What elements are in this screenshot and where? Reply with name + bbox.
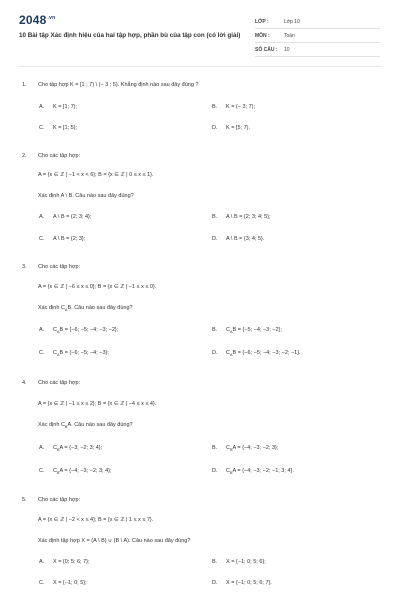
meta-row-subject xyxy=(255,29,380,43)
question-stem: Cho các tập hợp: xyxy=(38,264,81,270)
site-logo[interactable]: $2048^{.vn}$ xyxy=(19,13,56,27)
option-d[interactable] xyxy=(212,468,294,475)
option-letter: C. xyxy=(39,468,45,474)
option-letter: C. xyxy=(39,125,45,131)
option-d[interactable] xyxy=(212,125,250,131)
option-text: K = [1; 7); xyxy=(53,104,77,110)
option-d[interactable] xyxy=(212,350,301,357)
option-text: X = {0; 5; 6; 7}; xyxy=(53,559,90,565)
option-letter: D. xyxy=(212,468,218,474)
option-text: $C_BA = \{-4$; −3; −2; −1; 3; 4}. xyxy=(226,468,294,476)
question-stem: Cho các tập hợp: xyxy=(38,153,81,159)
page-title: 10 Bài tập Xác định hiệu của hai tập hợp, phần bù của tập con (có lời giải) xyxy=(19,32,241,39)
question-number: 4. xyxy=(22,380,27,386)
option-text: $C_BA = \{-4$; −3; −2; 3}; xyxy=(226,445,279,453)
option-a[interactable] xyxy=(39,104,77,110)
option-text: X = {−1; 0; 5}; xyxy=(53,580,87,586)
option-a[interactable] xyxy=(39,327,118,334)
question-stem: A = {x ∈ ℤ | −1 < x < 6}; B = {x ∈ ℤ | 0 ≤ x ≤ 1}. xyxy=(38,172,154,178)
option-text: K = [5; 7). xyxy=(226,125,250,131)
question-stem: Xác định A \ B. Câu nào sau đây đúng? xyxy=(38,193,134,199)
option-text: $C_AB = \{-5$; −4; −3; −2}; xyxy=(226,327,282,335)
option-text: A \ B = {2; 3; 4}; xyxy=(53,214,92,220)
question-number: 2. xyxy=(22,153,27,159)
question-number: 5. xyxy=(22,497,27,503)
option-b[interactable] xyxy=(212,214,271,220)
option-b[interactable] xyxy=(212,104,255,110)
question-stem: A = {x ∈ ℤ | −6 ≤ x ≤ 0}; B = {x ∈ ℤ | −1 ≤ x ≤ 0}. xyxy=(38,284,157,290)
question-stem: A = {x ∈ ℤ | −2 < x ≤ 4}; B = {x ∈ ℤ | 1 ≤ x ≤ 7}. xyxy=(38,517,154,523)
option-c[interactable] xyxy=(39,125,77,131)
meta-row-count xyxy=(255,43,380,57)
meta-table xyxy=(255,15,380,57)
option-letter: A. xyxy=(39,445,45,451)
option-b[interactable] xyxy=(212,445,278,452)
option-text: $C_AB = \{-6$; −5; −4; −3; −2}; xyxy=(53,327,119,335)
meta-label: LỚP : xyxy=(255,18,269,25)
option-letter: B. xyxy=(212,214,218,220)
option-text: X = {−1; 0; 5; 6; 7}. xyxy=(226,580,272,586)
question-stem: Xác định tập hợp X = (A \ B) ∪ (B \ A). Câu nào sau đây đúng? xyxy=(38,538,191,544)
option-letter: C. xyxy=(39,236,45,242)
option-text: $C_AB = \{-6$; −5; −4; −3; −2; −1}. xyxy=(226,350,301,358)
option-a[interactable] xyxy=(39,559,90,565)
option-letter: A. xyxy=(39,327,45,333)
question-stem: Xác định $C_AB$. Câu nào sau đây đúng? xyxy=(38,305,133,313)
option-text: K = (− 3; 7); xyxy=(226,104,256,110)
question-stem: A = {x ∈ ℤ | −1 ≤ x ≤ 2}; B = {x ∈ ℤ | −4 ≤ x ≤ 4}. xyxy=(38,401,157,407)
option-letter: D. xyxy=(212,125,218,131)
option-letter: A. xyxy=(39,559,45,565)
option-text: X = {−1; 0; 5; 6}; xyxy=(226,559,266,565)
option-letter: B. xyxy=(212,559,218,565)
page-header xyxy=(0,0,400,66)
option-letter: B. xyxy=(212,327,218,333)
meta-value: Lớp 10 xyxy=(284,18,300,25)
option-c[interactable] xyxy=(39,468,112,475)
option-letter: D. xyxy=(212,350,218,356)
header-divider xyxy=(19,66,381,67)
meta-label: MÔN : xyxy=(255,32,270,39)
meta-row-class xyxy=(255,15,380,29)
option-text: $C_BA = \{-4$; −3; −2; 3; 4}; xyxy=(53,468,112,476)
option-c[interactable] xyxy=(39,580,87,586)
option-c[interactable] xyxy=(39,236,85,242)
question-number: 3. xyxy=(22,264,27,270)
option-text: K = [1; 5); xyxy=(53,125,77,131)
option-letter: B. xyxy=(212,104,218,110)
question-stem: Xác định $C_BA$. Câu nào sau đây đúng? xyxy=(38,422,133,430)
option-letter: D. xyxy=(212,236,218,242)
option-a[interactable] xyxy=(39,214,91,220)
option-d[interactable] xyxy=(212,236,264,242)
option-text: A \ B = {2; 3; 4; 5}; xyxy=(226,214,271,220)
option-b[interactable] xyxy=(212,327,282,334)
question-stem: Cho các tập hợp: xyxy=(38,380,81,386)
option-text: $C_AB = \{-6$; −5; −4; −3}; xyxy=(53,350,109,358)
option-c[interactable] xyxy=(39,350,109,357)
option-letter: A. xyxy=(39,214,45,220)
option-letter: B. xyxy=(212,445,218,451)
option-text: A \ B = {3; 4; 5}. xyxy=(226,236,265,242)
question-number: 1. xyxy=(22,82,27,88)
meta-value: Toán xyxy=(284,32,295,39)
question-stem: Cho tập hợp K = [1 ; 7) \ (− 3 ; 5). Khẳng định nào sau đây đúng ? xyxy=(38,82,199,88)
option-letter: A. xyxy=(39,104,45,110)
option-letter: D. xyxy=(212,580,218,586)
question-stem: Cho các tập hợp: xyxy=(38,497,81,503)
meta-label: SỐ CÂU : xyxy=(255,46,278,53)
option-letter: C. xyxy=(39,350,45,356)
option-a[interactable] xyxy=(39,445,102,452)
option-text: $C_BA = \{-3$; −2; 3; 4}; xyxy=(53,445,103,453)
option-text: A \ B = {2; 3}; xyxy=(53,236,86,242)
meta-value: 10 xyxy=(284,46,290,53)
option-d[interactable] xyxy=(212,580,272,586)
option-b[interactable] xyxy=(212,559,266,565)
option-letter: C. xyxy=(39,580,45,586)
